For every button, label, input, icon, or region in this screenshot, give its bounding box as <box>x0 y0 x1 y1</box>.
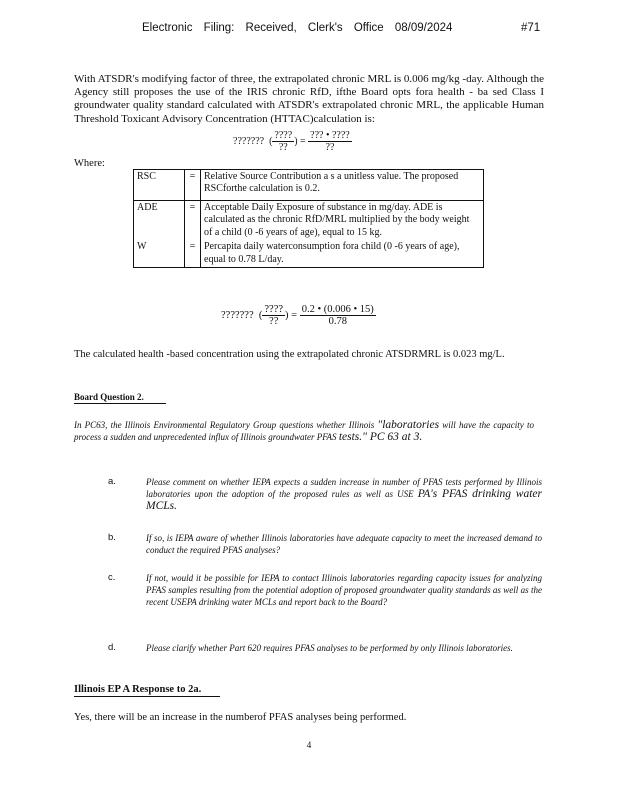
def-equals: = <box>185 240 201 267</box>
def-text: Acceptable Daily Exposure of substance in mg/day. ADE is calculated as the chronic RfD/MRL multiplied by the body weight of a child (0 -6 years of age), equal to 15 kg. <box>201 201 484 241</box>
list-item: Please clarify whether Part 620 requires PFAS analyses to be performed by only Illinois laboratories. <box>146 643 513 653</box>
table-row <box>134 201 484 241</box>
item-letter: c. <box>108 572 116 583</box>
list-item: If not, would it be possible for IEPA to contact Illinois laboratories regarding capacity issues for analyzing PFAS samples resulting from the potential adoption of proposed groundwater quality standards as well as the recent USEPA drinking water MCLs and report back to the Board? <box>146 573 542 607</box>
def-equals: = <box>185 170 201 201</box>
item-letter: d. <box>108 642 116 653</box>
table-row <box>134 170 484 201</box>
response-text: Yes, there will be an increase in the numberof PFAS analyses being performed. <box>74 712 407 723</box>
list-item: Please comment on whether IEPA expects a sudden increase in number of PFAS tests performed by Illinois laboratories upon the adoption of the proposed rules as well as USE PA's PFAS drinking water MCLs. <box>146 477 543 512</box>
def-text: Percapita daily waterconsumption fora child (0 -6 years of age), equal to 0.78 L/day. <box>201 240 484 267</box>
def-equals: = <box>185 201 201 241</box>
where-label: Where: <box>74 158 105 169</box>
item-letter: a. <box>108 476 116 487</box>
filing-stamp: Electronic Filing: Received, Clerk's Office 08/09/2024 <box>142 22 453 34</box>
formula-fraction-right: $\frac{0.2 • (0.006 • 15)}{0.78}$ <box>301 304 374 327</box>
document-number: #71 <box>521 22 541 34</box>
paragraph-result: The calculated health -based concentration using the extrapolated chronic ATSDRMRL is 0.023 mg/L. <box>74 349 505 360</box>
list-item: If so, is IEPA aware of whether Illinois laboratories have adequate capacity to meet the increased demand to conduct the required PFAS analyses? <box>146 533 542 555</box>
formula-fraction-right: $\frac{??? • ????}{??}$ <box>310 130 350 153</box>
item-letter: b. <box>108 532 116 543</box>
def-symbol: ADE <box>134 201 185 241</box>
def-symbol: RSC <box>134 170 185 201</box>
paragraph-mrl: With ATSDR's modifying factor of three, the extrapolated chronic MRL is 0.006 mg/kg -day. Although the Agency still proposes the use of the IRIS chronic RfD, ifthe Board opts fora health - ba sed Class I groundwater quality standard calculated with ATSDR's extrapolated chronic MRL, the applicable Human Threshold Toxicant Advisory Concentration (HTTAC)calculation is: <box>74 73 544 125</box>
httac-formula-general: ??????? ( $\frac{????}{??}$ ) = $\frac{??? • ????}{??}$ <box>233 130 350 153</box>
table-row <box>134 240 484 267</box>
formula-fraction-left: $\frac{????}{??}$ <box>264 304 284 327</box>
def-text: Relative Source Contribution a s a unitless value. The proposed RSCforthe calculation is 0.2. <box>201 170 484 201</box>
formula-lhs: ??????? <box>233 135 265 147</box>
formula-fraction-left: $\frac{????}{??}$ <box>274 130 293 153</box>
board-question-heading: Board Question 2. <box>74 392 166 404</box>
def-symbol: W <box>134 240 185 267</box>
page-number: 4 <box>306 740 312 750</box>
formula-lhs: ??????? <box>221 309 254 321</box>
definitions-table <box>133 169 484 268</box>
httac-formula-values: ??????? ( $\frac{????}{??}$ ) = $\frac{0.2 • (0.006 • 15)}{0.78}$ <box>221 304 374 327</box>
question-intro: In PC63, the Illinois Environmental Regulatory Group questions whether Illinois "laboratories will have the capacity to process a sudden and unprecedented influx of Illinois groundwater PFAS tests." PC 63 at 3. <box>74 419 534 443</box>
response-heading: Illinois EP A Response to 2a. <box>74 684 220 697</box>
